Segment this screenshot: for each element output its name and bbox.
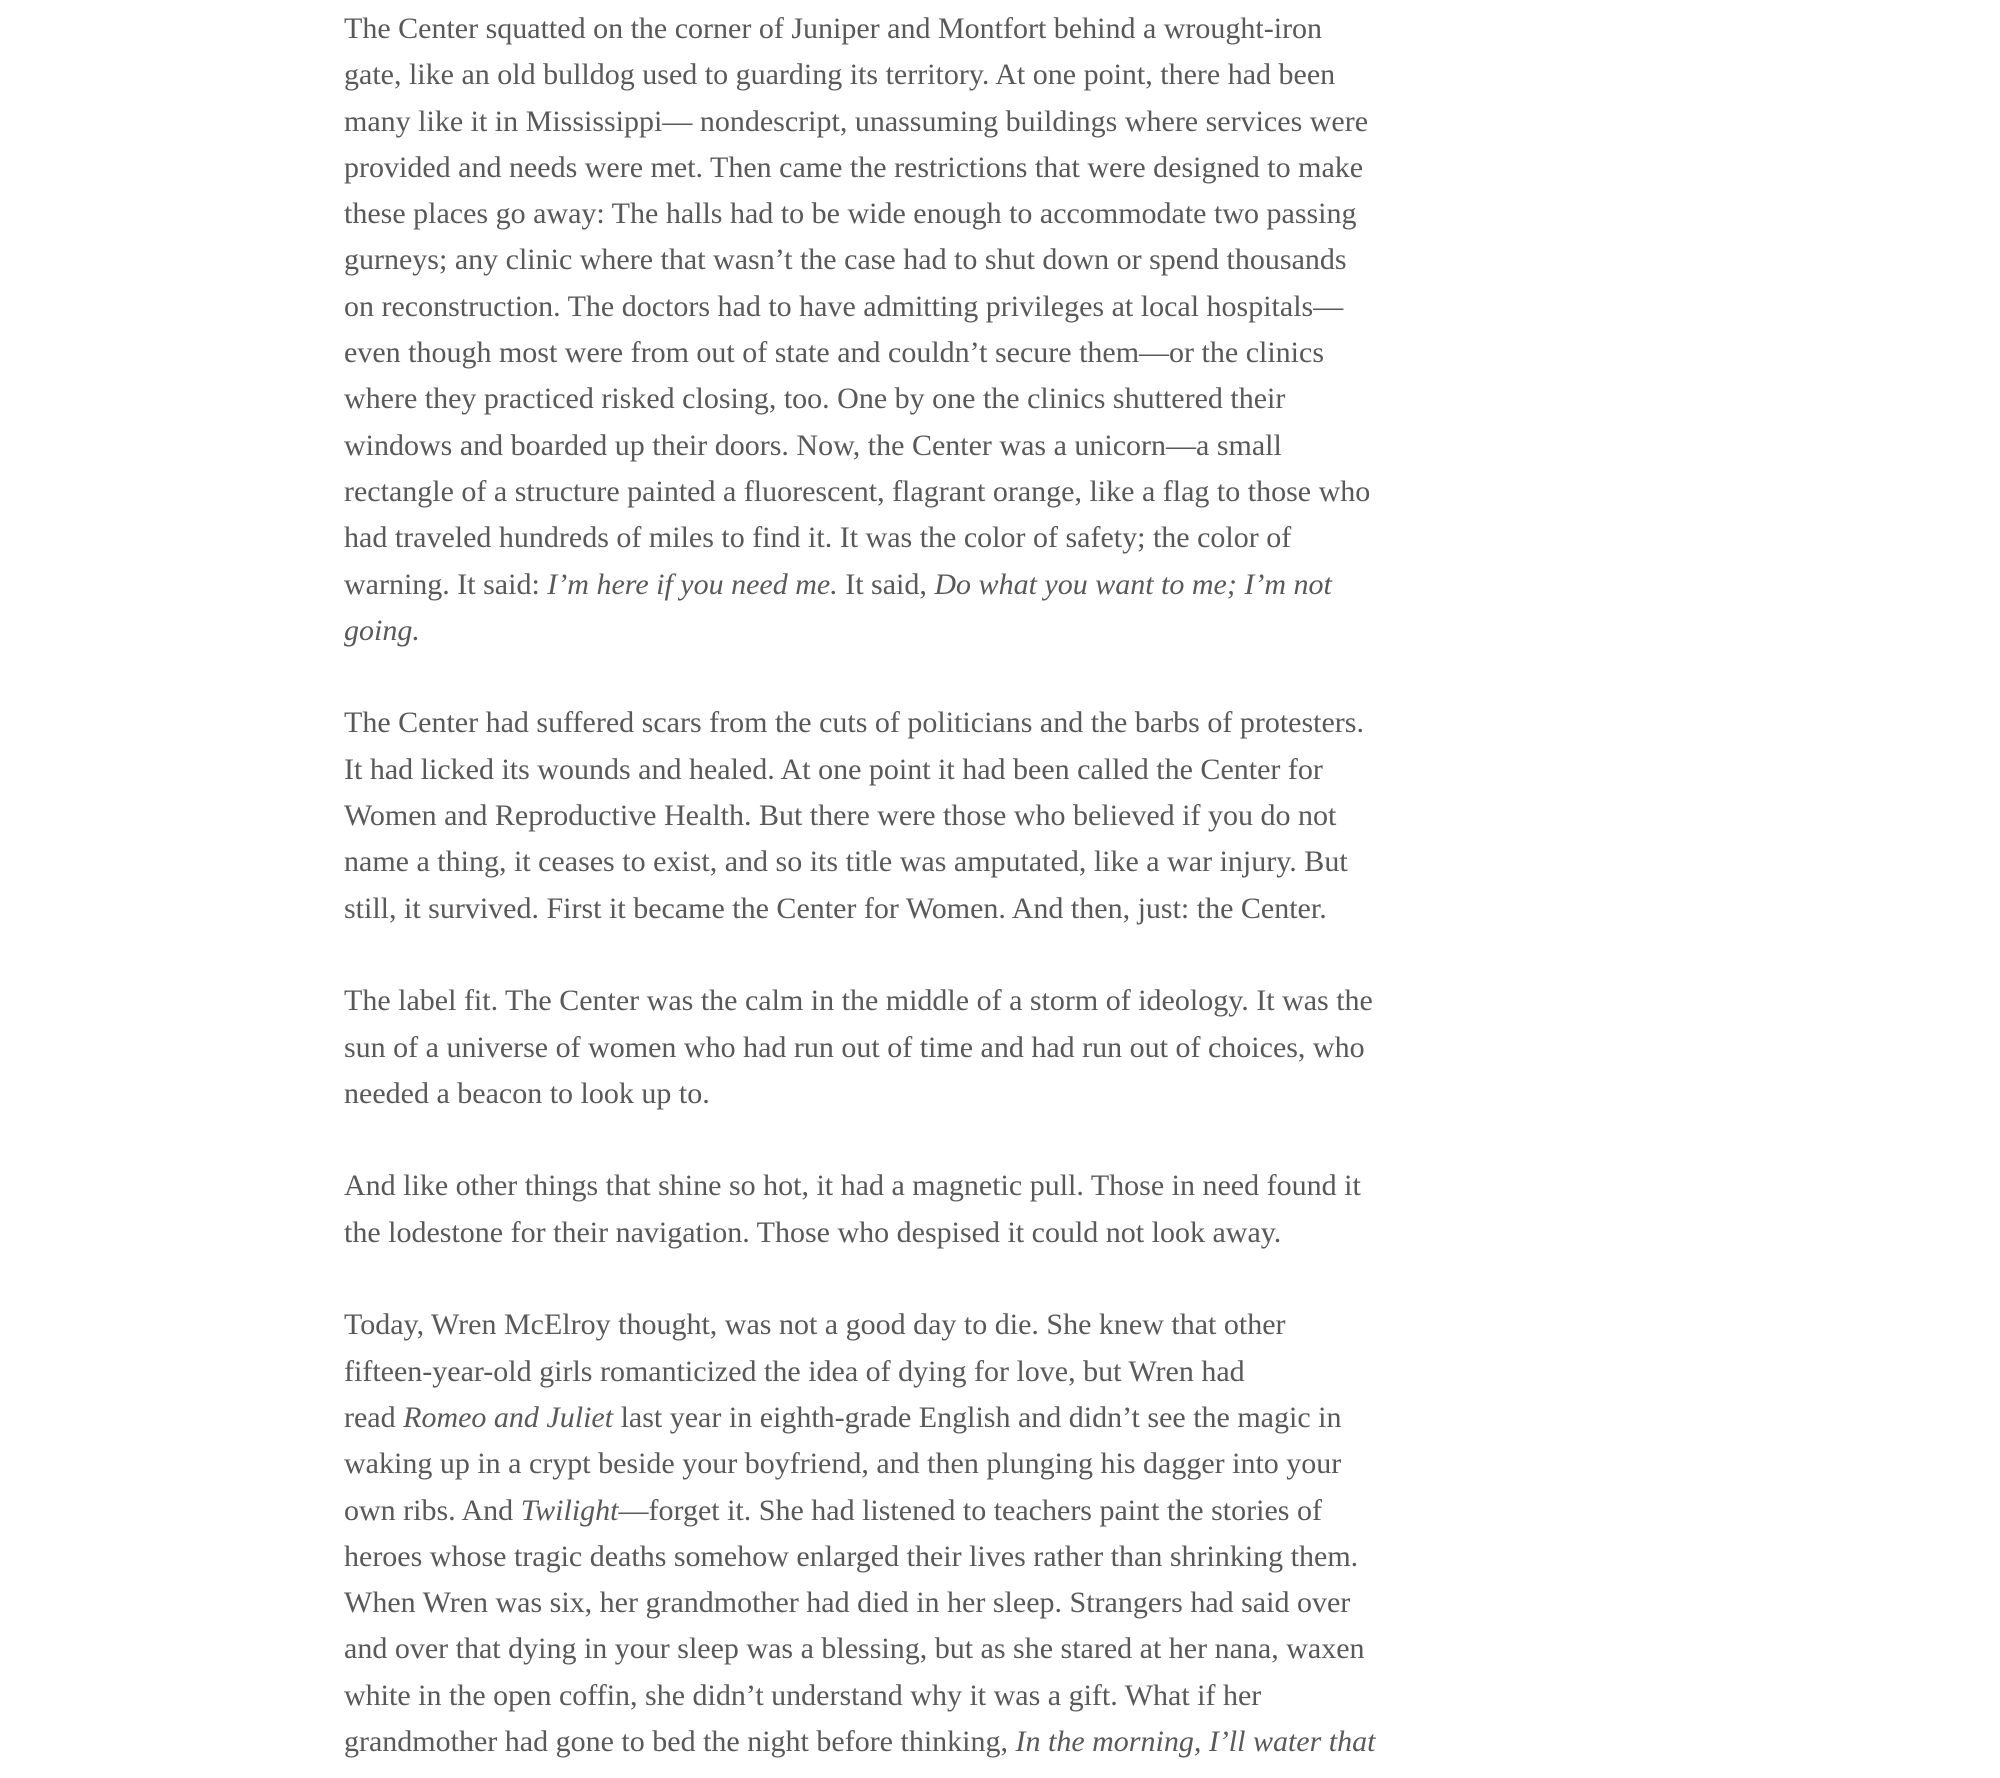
text-line [344,99,1744,145]
text-segment: It said, [837,567,935,601]
text-line [344,978,1744,1024]
text-line [344,1626,1744,1672]
paragraph [344,1163,1744,1256]
paragraph [344,700,1744,931]
text-line [344,237,1744,283]
italic-text-segment: Do what you want to me; I’m not [934,567,1332,601]
text-segment: these places go away: The halls had to be wide enough to accommodate two passing [344,197,1357,231]
text-line [344,1302,1744,1348]
text-line [344,515,1744,561]
text-segment: It had licked its wounds and healed. At one point it had been called the Center for [344,752,1323,786]
text-segment: When Wren was six, her grandmother had died in her sleep. Strangers had said over [344,1586,1351,1620]
text-line [344,1210,1744,1256]
text-segment: on reconstruction. The doctors had to have admitting privileges at local hospitals— [344,289,1344,323]
text-segment: needed a beacon to look up to. [344,1076,710,1110]
text-line [344,1441,1744,1487]
text-segment: name a thing, it ceases to exist, and so its title was amputated, like a war injury. But [344,845,1348,879]
text-line [344,793,1744,839]
text-segment: sun of a universe of women who had run out of time and had run out of choices, who [344,1030,1365,1064]
text-segment: many like it in Mississippi— nondescript, unassuming buildings where services were [344,104,1369,138]
text-segment: gurneys; any clinic where that wasn’t the case had to shut down or spend thousands [344,243,1347,277]
text-segment: the lodestone for their navigation. Those who despised it could not look away. [344,1215,1282,1249]
text-segment: Women and Reproductive Health. But there were those who believed if you do not [344,799,1337,833]
text-line [344,562,1744,608]
text-segment: and over that dying in your sleep was a blessing, but as she stared at her nana, waxen [344,1632,1365,1666]
text-line [344,376,1744,422]
text-line [344,191,1744,237]
text-line [344,469,1744,515]
text-segment: Today, Wren McElroy thought, was not a good day to die. She knew that other [344,1308,1286,1342]
text-segment: own ribs. And [344,1493,521,1527]
text-line [344,1071,1744,1117]
text-segment: The label fit. The Center was the calm in the middle of a storm of ideology. It was the [344,984,1373,1018]
text-segment: where they practiced risked closing, too. One by one the clinics shuttered their [344,382,1286,416]
text-line [344,1719,1744,1765]
text-line [344,52,1744,98]
text-line [344,1025,1744,1071]
italic-text-segment: In the morning, I’ll water that [1015,1724,1376,1758]
text-segment: last year in eighth-grade English and didn’t see the magic in [613,1400,1342,1434]
text-line [344,1488,1744,1534]
text-line [344,1673,1744,1719]
text-segment: warning. It said: [344,567,548,601]
text-line [344,608,1744,654]
text-segment: rectangle of a structure painted a fluorescent, flagrant orange, like a flag to those who [344,474,1371,508]
text-line [344,1580,1744,1626]
italic-text-segment: Twilight [520,1493,619,1527]
text-segment: heroes whose tragic deaths somehow enlarged their lives rather than shrinking them. [344,1539,1359,1573]
paragraph [344,978,1744,1117]
paragraph [344,1302,1744,1765]
text-line [344,330,1744,376]
text-segment: read [344,1400,404,1434]
italic-text-segment: Romeo and Juliet [403,1400,614,1434]
italic-text-segment: going. [344,613,420,647]
text-line [344,700,1744,746]
text-segment: had traveled hundreds of miles to find it. It was the color of safety; the color of [344,521,1292,555]
text-segment: white in the open coffin, she didn’t understand why it was a gift. What if her [344,1678,1262,1712]
text-segment: The Center had suffered scars from the cuts of politicians and the barbs of protesters. [344,706,1364,740]
text-segment: gate, like an old bulldog used to guarding its territory. At one point, there had been [344,58,1336,92]
text-line [344,747,1744,793]
text-segment: even though most were from out of state and couldn’t secure them—or the clinics [344,336,1325,370]
text-segment: The Center squatted on the corner of Juniper and Montfort behind a wrought-iron [344,12,1323,45]
italic-text-segment: I’m here if you need me. [547,567,838,601]
text-line [344,886,1744,932]
text-line [344,145,1744,191]
text-line [344,6,1744,52]
text-line [344,1534,1744,1580]
text-line [344,839,1744,885]
text-segment: And like other things that shine so hot, it had a magnetic pull. Those in need found it [344,1169,1361,1203]
text-segment: still, it survived. First it became the Center for Women. And then, just: the Center. [344,891,1327,925]
text-line [344,284,1744,330]
text-segment: waking up in a crypt beside your boyfriend, and then plunging his dagger into your [344,1447,1342,1481]
text-segment: —forget it. She had listened to teachers paint the stories of [618,1493,1322,1527]
text-segment: grandmother had gone to bed the night before thinking, [344,1724,1016,1758]
article-text [344,6,1744,1778]
text-line [344,1395,1744,1441]
text-line [344,1349,1744,1395]
text-segment: fifteen-year-old girls romanticized the idea of dying for love, but Wren had [344,1354,1245,1388]
text-segment: windows and boarded up their doors. Now, the Center was a unicorn—a small [344,428,1282,462]
text-segment: provided and needs were met. Then came the restrictions that were designed to make [344,150,1364,184]
text-line [344,423,1744,469]
paragraph [344,6,1744,654]
text-line [344,1163,1744,1209]
